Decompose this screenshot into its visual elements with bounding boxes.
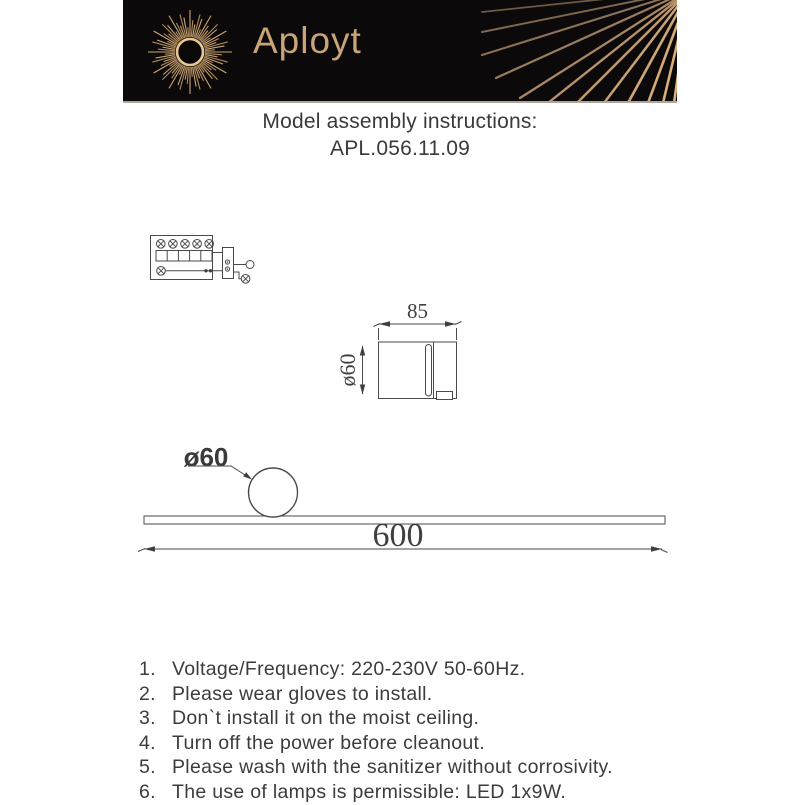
item-text: Please wear gloves to install. xyxy=(172,682,433,705)
item-number: 2. xyxy=(139,682,156,705)
title-line2-model-code: APL.056.11.09 xyxy=(330,137,470,160)
brand-banner xyxy=(123,0,677,103)
instructions-list xyxy=(139,657,699,805)
dim-diameter-60-side: ø60 xyxy=(335,353,360,387)
list-item xyxy=(139,731,699,756)
title-line1: Model assembly instructions: xyxy=(262,110,538,133)
item-number: 3. xyxy=(139,707,156,730)
item-number: 5. xyxy=(139,756,156,779)
list-item xyxy=(139,755,699,780)
technical-drawings xyxy=(0,195,800,575)
side-view-drawing xyxy=(335,299,462,400)
item-number: 6. xyxy=(139,780,156,803)
item-number: 1. xyxy=(139,658,156,680)
dim-width-85: 85 xyxy=(407,299,428,323)
list-item xyxy=(139,780,699,805)
list-item xyxy=(139,682,699,707)
page-title xyxy=(0,108,800,162)
dim-diameter-60-front: ø60 xyxy=(183,442,229,472)
brand-wordmark: Aployt xyxy=(253,20,362,61)
list-item xyxy=(139,657,699,682)
list-item xyxy=(139,706,699,731)
corner-rays-decoration xyxy=(473,0,677,101)
item-text: Don`t install it on the moist ceiling. xyxy=(172,707,480,730)
front-view-drawing xyxy=(138,442,668,554)
item-text: The use of lamps is permissible: LED 1x9W. xyxy=(172,780,567,803)
wiring-diagram xyxy=(151,236,255,284)
item-text: Turn off the power before cleanout. xyxy=(172,731,485,754)
starburst-logo-icon xyxy=(146,8,234,96)
item-number: 4. xyxy=(139,731,156,754)
item-text: Please wash with the sanitizer without corrosivity. xyxy=(172,756,613,779)
item-text: Voltage/Frequency: 220-230V 50-60Hz. xyxy=(172,658,526,680)
dim-length-600: 600 xyxy=(372,517,424,554)
